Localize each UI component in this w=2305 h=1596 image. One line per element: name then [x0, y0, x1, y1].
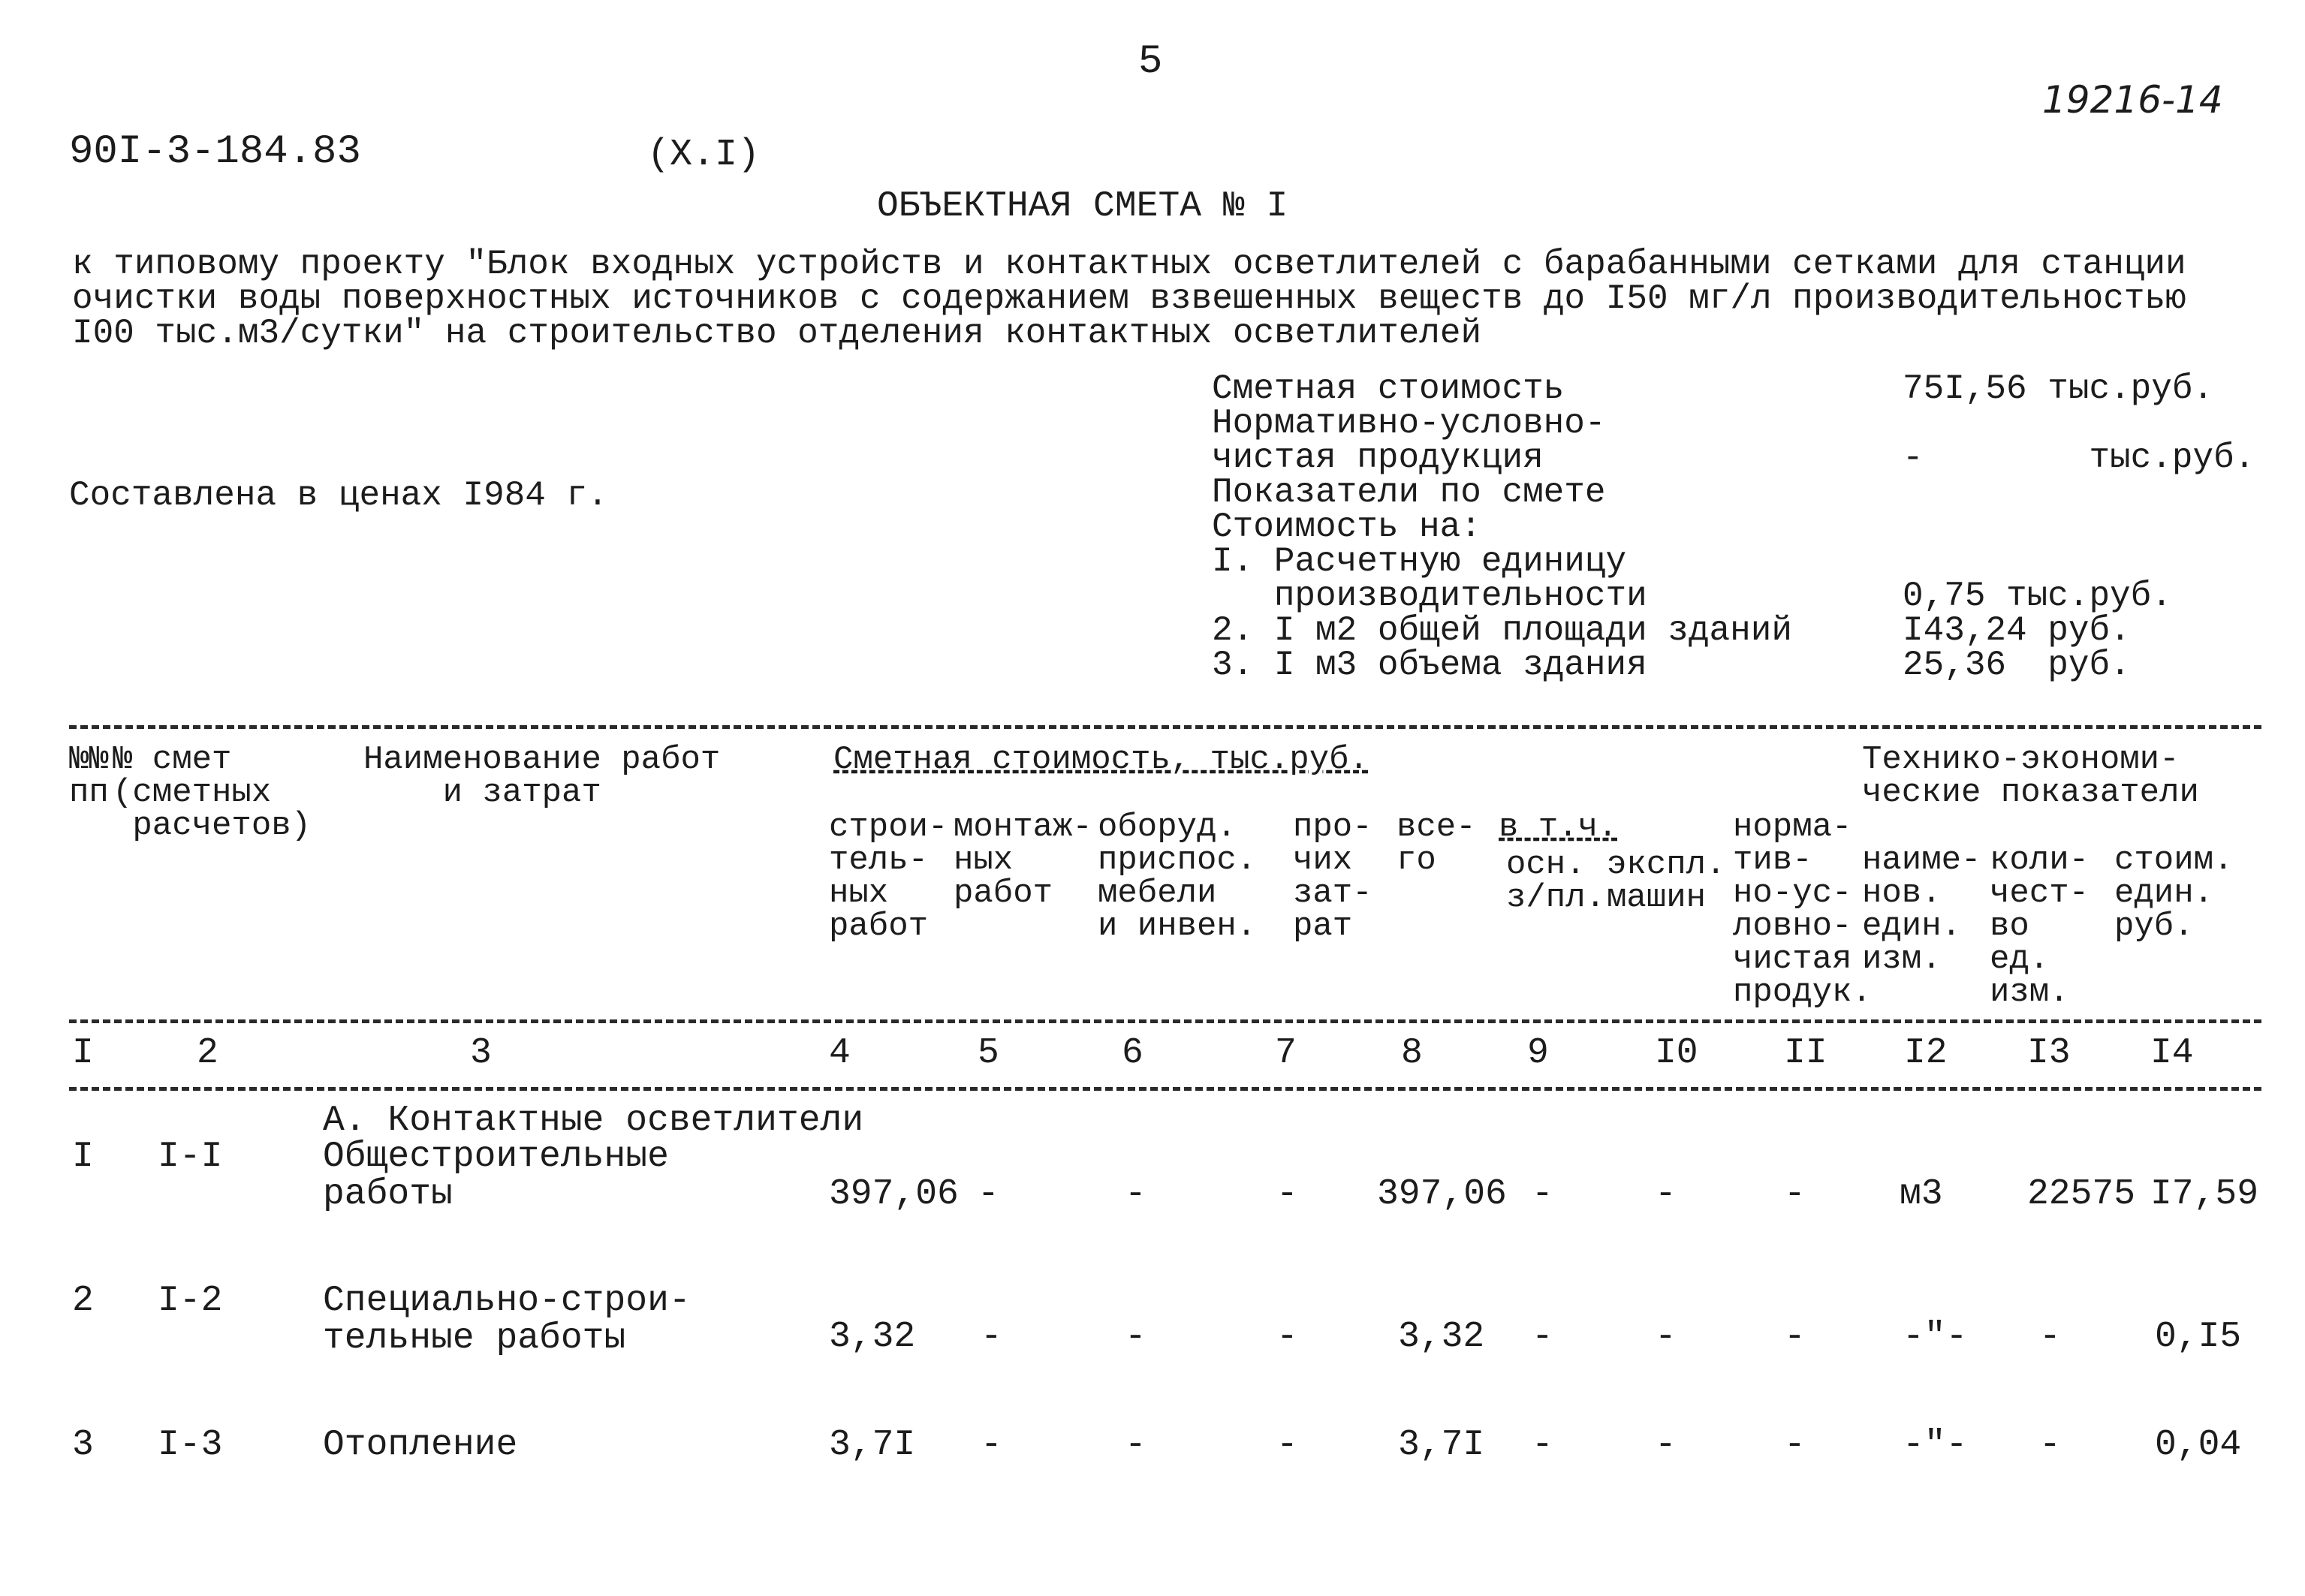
cell-construction: 397,06	[829, 1174, 959, 1215]
cell-normative: -	[1784, 1425, 1806, 1465]
cell-unit: м3	[1900, 1174, 1943, 1215]
column-number: 7	[1275, 1033, 1297, 1074]
header-col-14: стоим. един. руб.	[2114, 842, 2234, 945]
cell-normative: -	[1784, 1317, 1806, 1357]
cost-for-label: Стоимость на:	[1212, 507, 1481, 547]
description-line-1: к типовому проекту "Блок входных устройств и контактных осветлителей с барабанными сетками для станции	[72, 245, 2186, 284]
cell-construction: 3,32	[829, 1317, 916, 1357]
cell-equipment: -	[1125, 1317, 1146, 1357]
description-line-2: очистки воды поверхностных источников с содержанием взвешенных веществ до I50 мг/л производительностью	[72, 279, 2186, 318]
cell-unit: -"-	[1903, 1425, 1968, 1465]
item2-label: 2. I м2 общей площади зданий	[1212, 611, 1792, 650]
cell-equipment: -	[1125, 1174, 1146, 1215]
header-col-12: наиме- нов. един. изм.	[1862, 842, 1981, 978]
column-number: 6	[1122, 1033, 1143, 1074]
document-title: ОБЪЕКТНАЯ СМЕТА № I	[877, 186, 1288, 227]
header-col-2: № смет (сметных расчетов)	[113, 741, 312, 845]
item3-label: 3. I м3 объема здания	[1212, 646, 1647, 685]
row-name: Специально-строи- тельные работы	[323, 1281, 691, 1359]
cell-quantity: -	[2039, 1317, 2061, 1357]
section-code: (X.I)	[647, 134, 761, 176]
cell-equipment: -	[1125, 1425, 1146, 1465]
header-col-1: №№ пп	[69, 741, 109, 812]
column-number: 9	[1527, 1033, 1549, 1074]
price-basis: Составлена в ценах I984 г.	[69, 476, 608, 515]
cell-installation: -	[978, 1174, 999, 1215]
cell-total: 3,32	[1398, 1317, 1485, 1357]
header-col-5: монтаж- ных работ	[954, 809, 1092, 912]
handwritten-id: 19216-14	[2042, 78, 2223, 122]
item1-label-1: I. Расчетную единицу	[1212, 542, 1627, 581]
description-line-3: I00 тыс.м3/сутки" на строительство отделения контактных осветлителей	[72, 314, 1482, 353]
row-code: I-2	[158, 1281, 223, 1321]
section-heading: А. Контактные осветлители	[323, 1101, 864, 1141]
normative-label-1: Нормативно-условно-	[1212, 404, 1606, 443]
header-col-10: экспл. машин	[1607, 846, 1726, 917]
item1-value: 0,75 тыс.руб.	[1903, 577, 2172, 616]
column-number: 5	[978, 1033, 999, 1074]
cell-normative: -	[1784, 1174, 1806, 1215]
header-col-11: норма- тив- но-ус- ловно- чистая продук.	[1733, 809, 1872, 1011]
cell-wages: -	[1532, 1317, 1553, 1357]
cell-unit: -"-	[1903, 1317, 1968, 1357]
row-name: Общестроительные работы	[323, 1137, 669, 1215]
row-code: I-I	[158, 1137, 223, 1177]
row-number: 3	[72, 1425, 94, 1465]
header-cost-group: Сметная стоимость, тыс.руб.	[833, 741, 1369, 778]
cell-installation: -	[981, 1425, 1002, 1465]
item2-value: I43,24 руб.	[1903, 611, 2131, 650]
cell-wages: -	[1532, 1425, 1553, 1465]
header-col-9: осн. з/пл.	[1506, 846, 1606, 917]
item1-label-2: производительности	[1212, 577, 1647, 616]
item3-value: 25,36 руб.	[1903, 646, 2131, 685]
cell-other: -	[1276, 1174, 1298, 1215]
column-number: I4	[2150, 1033, 2194, 1074]
table-top-rule	[69, 725, 2261, 729]
column-number: I2	[1904, 1033, 1948, 1074]
cell-unit-cost: 0,04	[2155, 1425, 2242, 1465]
header-col-7: про- чих зат- рат	[1293, 809, 1372, 945]
cell-other: -	[1276, 1317, 1298, 1357]
column-number-rule	[69, 1087, 2261, 1091]
header-col-8: все- го	[1397, 809, 1476, 879]
cell-machines: -	[1655, 1174, 1677, 1215]
column-number: II	[1784, 1033, 1827, 1074]
header-col-6: оборуд. приспос. мебели и инвен.	[1098, 809, 1257, 945]
cell-wages: -	[1532, 1174, 1553, 1215]
estimated-cost-label: Сметная стоимость	[1212, 369, 1565, 408]
row-number: 2	[72, 1281, 94, 1321]
cell-total: 3,7I	[1398, 1425, 1485, 1465]
column-number: 3	[470, 1033, 492, 1074]
cell-total: 397,06	[1377, 1174, 1507, 1215]
cell-installation: -	[981, 1317, 1002, 1357]
column-number: I3	[2027, 1033, 2071, 1074]
column-number: 2	[197, 1033, 218, 1074]
header-rule	[69, 1019, 2261, 1023]
cell-construction: 3,7I	[829, 1425, 916, 1465]
header-col-4: строи- тель- ных работ	[829, 809, 948, 945]
indicators-label: Показатели по смете	[1212, 473, 1606, 512]
header-col-13: коли- чест- во ед. изм.	[1990, 842, 2090, 1011]
column-number: I0	[1655, 1033, 1698, 1074]
header-incl-group: в т.ч.	[1499, 809, 1618, 846]
normative-label-2: чистая продукция	[1212, 438, 1544, 477]
cell-other: -	[1276, 1425, 1298, 1465]
row-code: I-3	[158, 1425, 223, 1465]
normative-value: - тыс.руб.	[1903, 438, 2255, 477]
row-name: Отопление	[323, 1425, 518, 1465]
row-number: I	[72, 1137, 94, 1177]
cell-machines: -	[1655, 1425, 1677, 1465]
cell-quantity: 22575	[2027, 1174, 2136, 1215]
cell-quantity: -	[2039, 1425, 2061, 1465]
header-tech-group: Технико-экономи- ческие показатели	[1862, 741, 2199, 812]
column-number: 8	[1401, 1033, 1423, 1074]
page-number: 5	[1138, 39, 1163, 85]
header-col-3: Наименование работ и затрат	[363, 741, 721, 812]
cell-unit-cost: 0,I5	[2155, 1317, 2242, 1357]
estimated-cost-value: 75I,56 тыс.руб.	[1903, 369, 2214, 408]
column-number: I	[72, 1033, 94, 1074]
cell-machines: -	[1655, 1317, 1677, 1357]
column-number: 4	[829, 1033, 851, 1074]
cell-unit-cost: I7,59	[2150, 1174, 2259, 1215]
project-code: 90I-3-184.83	[69, 129, 361, 175]
